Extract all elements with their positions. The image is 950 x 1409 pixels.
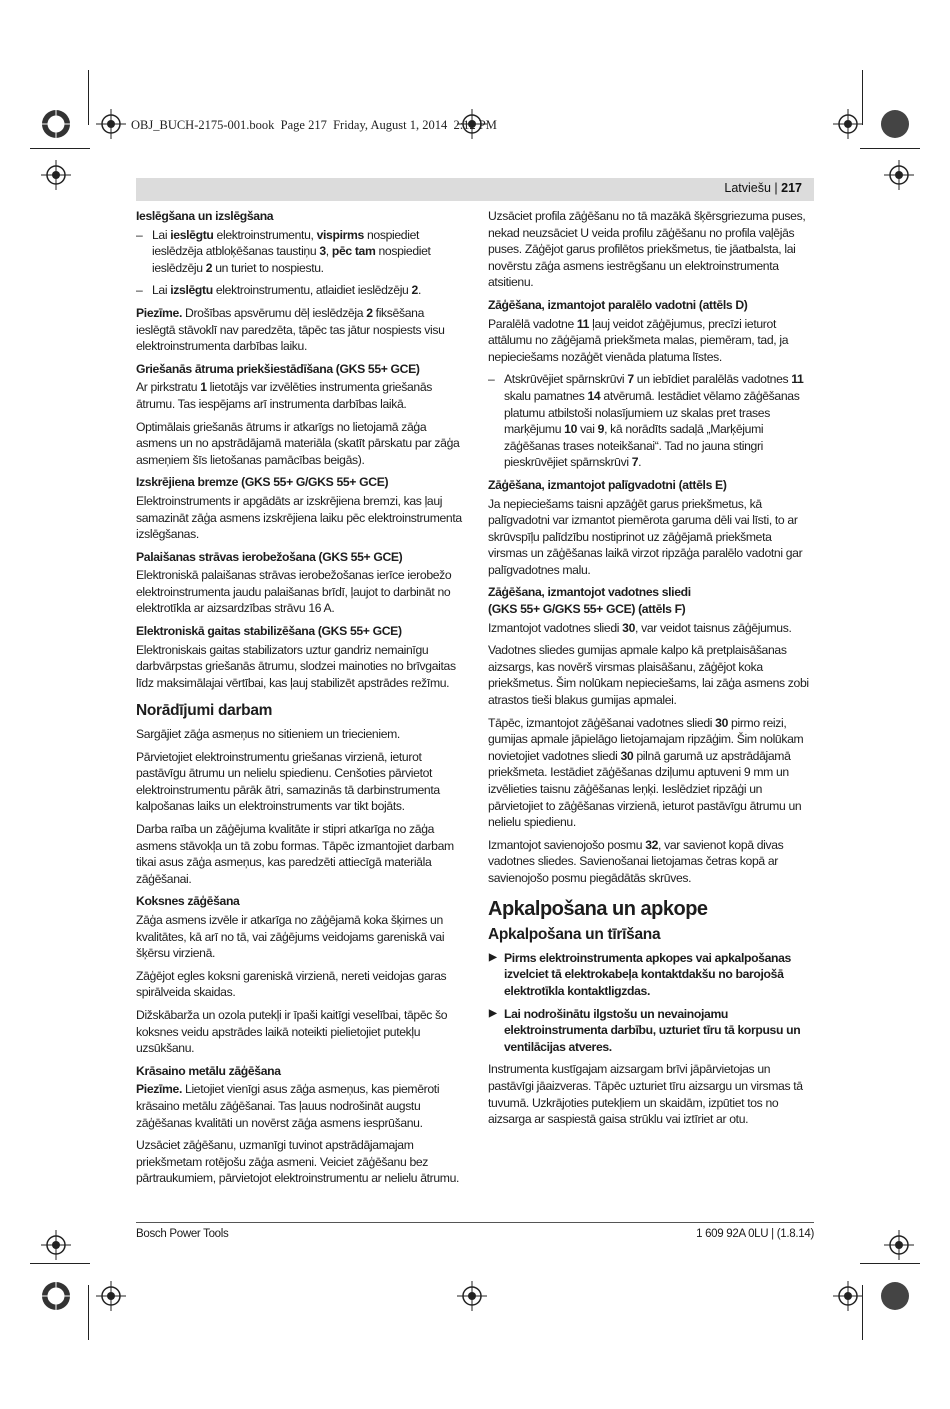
registration-mark-top-right [880, 109, 910, 139]
paragraph: Vadotnes sliedes gumijas apmale kalpo kā pretplaisāšanas aizsargs, kas novērš virsmas plaisāšanu, zāģējot koka priekšmetus. Šim nolūkam nepieciešams, lai zāģa asmens zobi atrastos tieši blakus gumijas apmalei. [488, 643, 809, 708]
paragraph: Elektroniskā palaišanas strāvas ierobežošanas ierīce ierobežo elektroinstrumenta jaudu palaišanas brīdī, ļaujot to darbināt no elektrotīkla ar aizsardzības strāvu 16 A. [136, 568, 452, 616]
paragraph: Pārvietojiet elektroinstrumentu griešanas virzienā, ieturot pastāvīgu ātrumu un nelielu spiedienu. Cenšoties pārvietot elektroinstrumentu pārāk ātri, samazinās tā darbinstrumenta kalpošanas laiks un elektroinstruments var tikt bojāts. [136, 749, 440, 814]
paragraph: Elektroinstruments ir apgādāts ar izskrējiena bremzi, kas ļauj samazināt zāģa asmens izskrējiena laiku pēc elektroinstrumenta izslēgšanas. [136, 493, 462, 542]
paragraph: Ar pirkstratu 1 lietotājs var izvēlēties instrumenta griešanās ātrumu. Tas iespējams arī instrumenta darbības laikā. [136, 380, 433, 411]
crop-mark [88, 1285, 89, 1340]
paragraph: Zāģa asmens izvēle ir atkarīga no zāģējamā koka šķirnes un kvalitātes, kā arī no tā, vai zāģējums veidojams gareniskā vai šķērsu virzienā. [136, 912, 445, 961]
registration-mark-right-top [884, 160, 914, 190]
registration-mark-top-left [41, 109, 71, 139]
crop-mark [860, 148, 920, 149]
paragraph: Izmantojot vadotnes sliedi 30, var veidot taisnus zāģējumus. [488, 620, 792, 635]
paragraph: Optimālais griešanās ātrums ir atkarīgs no lietojamā zāģa asmens un no apstrādājamā materiāla (skatīt pārskatu par zāģa asmeņiem šīs lietošanas pamācības beigās). [136, 419, 460, 467]
note-paragraph: Piezīme. Lietojiet vienīgi asus zāģa asmeņus, kas piemēroti krāsaino metālu zāģēšanai. Tas ļauus nodrošināt augstu zāģēšanas kvalitāti un novērst zāģa asmens iesprūšanu. [136, 1082, 440, 1130]
list-item: – Lai ieslēgtu elektroinstrumentu, vispirms nospiediet ieslēdzēja atbloķēšanas taustiņu 3, pēc tam nospiediet ieslēdzēju 2 un turiet to nospiestu. [136, 227, 431, 275]
section-heading: Norādījumi darbam [136, 702, 273, 720]
page-number: 217 [781, 181, 802, 195]
registration-mark-left-top [41, 160, 71, 190]
list-item: – Atskrūvējiet spārnskrūvi 7 un iebīdiet paralēlās vadotnes 11 skalu pamatnes 14 atvērumā. Iestādiet vēlamo zāģēšanas platumu atbilstoši nolasījumiem uz skalas pret trases marķējumu 10 vai 9, kā norādīts sadaļā „Marķējumi zāģēšanas trases noteikšanai“. Tad no jauna stingri pieskrūvējiet spārnskrūvi 7. [488, 372, 804, 470]
registration-mark-bottom-left-2 [96, 1281, 126, 1311]
triangle-bullet-icon: ▶ [489, 1007, 497, 1019]
crop-mark [860, 1263, 920, 1264]
section-title: Griešanās ātruma priekšiestādīšana (GKS 55+ GCE) [136, 361, 420, 376]
registration-mark-right-bottom [884, 1230, 914, 1260]
section-heading: Apkalpošana un tīrīšana [488, 926, 661, 944]
paragraph: Instrumenta kustīgajam aizsargam brīvi jāpārvietojas un pastāvīgi jāaizveras. Tāpēc uzturiet tīru aizsargu un virsmas tā tuvumā. Uzkrājoties putekļiem un skaidām, izpūtiet tos no aizsarga ar saspiestā gaisa strūklu vai iztīriet ar otu. [488, 1062, 803, 1127]
paragraph: Dižskābarža un ozola putekļi ir īpaši kaitīgi veselībai, tāpēc šo koksnes veidu apstrādes laikā noteikti pielietojiet putekļu uzsūkšanu. [136, 1007, 448, 1056]
left-column [136, 208, 462, 1193]
section-title: Zāģēšana, izmantojot paralēlo vadotni (attēls D) [488, 297, 748, 312]
paragraph: Uzsāciet profila zāģēšanu no tā mazākā šķērsgriezuma puses, nekad neuzsāciet U veida profilu zāģēšanu no profila vaļējās puses. Zāģējot garus profilētos priekšmetus, tie jāatbalsta, lai novērstu zāģa asmens iestrēgšanu un elektroinstrumenta atsitienu. [488, 209, 806, 290]
crop-mark [862, 70, 863, 125]
header-bar [136, 178, 814, 201]
footer-rule [136, 1222, 814, 1223]
paragraph: Izmantojot savienojošo posmu 32, var savienot kopā divas vadotnes sliedes. Savienošanai lietojamas četras kopā ar savienojošo posmu piegādātās skrūves. [488, 837, 784, 885]
section-title: Koksnes zāģēšana [136, 894, 240, 909]
footer-brand: Bosch Power Tools [136, 1228, 229, 1240]
section-title: Ieslēgšana un izslēgšana [136, 209, 274, 223]
section-title: Palaišanas strāvas ierobežošana (GKS 55+ GCE) [136, 549, 403, 564]
registration-mark-bottom-left [41, 1281, 71, 1311]
chapter-heading: Apkalpošana un apkope [488, 897, 708, 920]
right-column [488, 208, 814, 1134]
triangle-bullet-icon: ▶ [489, 951, 497, 963]
paragraph: Ja nepieciešams taisni apzāģēt garus priekšmetus, kā palīgvadotni var izmantot piemērota garuma dēli vai līsti, to ar skrūvspīļu palīdzību nostiprinot uz zāģējamā priekšmeta virsmas un zāģēšanas laikā virzot ripzāģa paralēlo vadotni gar palīgvadotnes malu. [488, 496, 803, 577]
warning-item: ▶ Pirms elektroinstrumenta apkopes vai apkalpošanas izvelciet tā elektrokabeļa kontaktdakšu no barojošā elektrotīkla kontaktligzdas. [489, 950, 791, 998]
header-language: Latviešu [724, 181, 771, 195]
crop-mark [862, 1285, 863, 1340]
crop-mark [30, 148, 90, 149]
footer-doc-id: 1 609 92A 0LU | (1.8.14) [696, 1228, 814, 1240]
crop-mark [88, 70, 89, 125]
print-slug: OBJ_BUCH-2175-001.book Page 217 Friday, August 1, 2014 2:12 PM [131, 118, 497, 132]
paragraph: Sargājiet zāģa asmeņus no sitieniem un triecieniem. [136, 727, 400, 742]
section-title: Elektroniskā gaitas stabilizēšana (GKS 55+ GCE) [136, 624, 402, 639]
paragraph: Zāģējot egles koksni gareniskā virzienā, nereti veidojas garas spirālveida skaidas. [136, 968, 447, 1000]
paragraph: Paralēlā vadotne 11 ļauj veidot zāģējumus, precīzi ieturot attālumu no zāģējamā priekšmeta malas, piemēram, tad, ja nepieciešams nozāģēt vienāda platuma līstes. [488, 316, 789, 364]
warning-item: ▶ Lai nodrošinātu ilgstošu un nevainojamu elektroinstrumenta darbību, uzturiet tīru tā korpusu un ventilācijas atveres. [489, 1006, 801, 1054]
registration-mark-bottom-right-2 [833, 1281, 863, 1311]
paragraph: Tāpēc, izmantojot zāģēšanai vadotnes sliedi 30 pirmo reizi, gumijas apmale jāpielāgo lietojamajam ripzāģim. Šim nolūkam novietojiet vadotnes sliedi 30 pilnā garumā uz apstrādājamā priekšmeta. Iestādiet zāģēšanas dziļumu aptuveni 9 mm un izvēlieties taisnu zāģēšanas leņķi. Ieslēdziet ripzāģi un pārvietojiet to zāģēšanas virzienā, ieturot pastāvīgu ātrumu un nelielu spiedienu. [488, 715, 804, 830]
section-title: Zāģēšana, izmantojot palīgvadotni (attēls E) [488, 477, 727, 492]
crop-mark [30, 1263, 90, 1264]
note-paragraph: Piezīme. Drošības apsvērumu dēļ ieslēdzēja 2 fiksēšana ieslēgtā stāvoklī nav paredzēta, tāpēc tas jātur nospiests visu elektroinstrumenta darbības laiku. [136, 305, 445, 354]
registration-mark-top-right-2 [833, 109, 863, 139]
paragraph: Elektroniskais gaitas stabilizators uztur gandriz nemainīgu darbvārpstas griešanās ātrumu, slodzei mainoties no brīvgaitas līdz maksimālajai vērtībai, kas ļauj stabilizēt apstrādes režīmu. [136, 642, 456, 690]
section-title: Krāsaino metālu zāģēšana [136, 1063, 281, 1078]
paragraph: Darba raība un zāģējuma kvalitāte ir stipri atkarīga no zāģa asmens stāvokļa un tā zobu formas. Tāpēc izmantojiet darbam tikai asus zāģa asmeņus, kas paredzēti attiecīgā materiāla zāģēšanai. [136, 822, 454, 886]
registration-mark-top-left-2 [96, 109, 126, 139]
section-title: Izskrējiena bremze (GKS 55+ G/GKS 55+ GCE) [136, 475, 389, 490]
paragraph: Uzsāciet zāģēšanu, uzmanīgi tuvinot apstrādājamajam priekšmetam rotējošu zāģa asmeni. Veiciet zāģēšanu bez pārtraukumiem, pārvietojot elektroinstrumentu ar nelielu ātrumu. [136, 1138, 460, 1186]
registration-mark-bottom-center [457, 1281, 487, 1311]
section-title: Zāģēšana, izmantojot vadotnes sliedi (GKS 55+ G/GKS 55+ GCE) (attēls F) [488, 585, 691, 617]
list-item: – Lai izslēgtu elektroinstrumentu, atlaidiet ieslēdzēju 2. [136, 283, 422, 298]
registration-mark-bottom-right [880, 1281, 910, 1311]
registration-mark-left-bottom [41, 1230, 71, 1260]
running-header: Latviešu | 217 [724, 181, 802, 195]
